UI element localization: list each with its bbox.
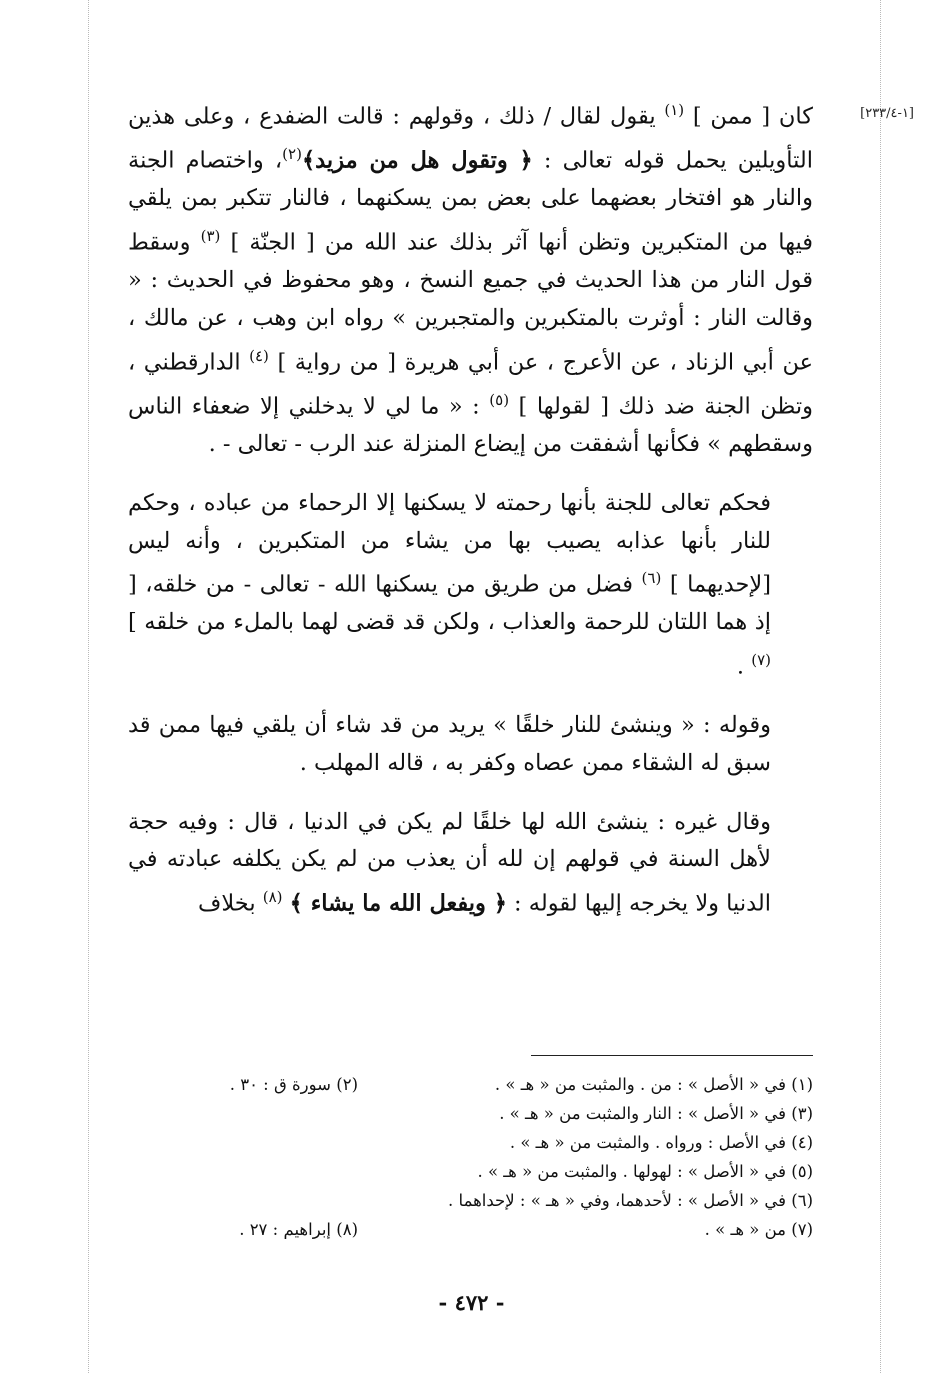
footnote: (٢) سورة ق : ٣٠ . xyxy=(229,1075,358,1094)
paragraph xyxy=(128,707,813,782)
footnote: (٨) إبراهيم : ٢٧ . xyxy=(239,1220,358,1239)
text-run: فحكم تعالى للجنة بأنها رحمته لا يسكنها إلا الرحماء من عباده ، وحكم للنار بأنها عذابه يصيب بها من يشاء من المتكبرين ، وأنه ليس [لإحديهما ] xyxy=(128,489,771,598)
fold-guide-left xyxy=(88,0,89,1373)
footnote-row xyxy=(128,1099,813,1128)
footnote: (١) في « الأصل » : من . والمثبت من « هـ » . xyxy=(494,1075,813,1094)
paragraph-gap xyxy=(128,783,813,804)
footnote-marker: (٥) xyxy=(489,390,510,409)
text-run: بخلاف xyxy=(198,890,263,917)
footnote-marker: (٢) xyxy=(282,145,302,164)
footnotes xyxy=(128,1070,813,1244)
footnote-marker: (٧) xyxy=(751,651,771,670)
footnote: (٤) في الأصل : ورواه . والمثبت من « هـ » . xyxy=(509,1133,813,1152)
text-run: وقال غيره : ينشئ الله لها خلقًا لم يكن في الدنيا ، قال : وفيه حجة لأهل السنة في قولهم إن لله أن يعذب من لم يكن يكلفه عبادته في الدنيا ولا يخرجه إليها لقوله : xyxy=(128,808,771,917)
text-run: يقول لقال / ذلك ، وقولهم : قالت الضفدع ، وعلى هذين التأويلين يحمل قوله تعالى : xyxy=(128,103,813,174)
footnote: (٦) في « الأصل » : لأحدهما، وفي « هـ » : لإحداهما . xyxy=(448,1191,813,1210)
paragraph-gap xyxy=(128,686,813,707)
margin-manuscript-reference: [١-٢٣٣/٤] xyxy=(860,106,914,121)
footnote-marker: (٤) xyxy=(249,346,269,365)
body-text xyxy=(128,92,813,923)
quran-quote: ﴿ وتقول هل من مزيد﴾ xyxy=(301,147,533,174)
footnote-separator xyxy=(531,1055,813,1056)
paragraph xyxy=(128,92,813,464)
quran-quote: ﴿ ويفعل الله ما يشاء ﴾ xyxy=(289,890,507,917)
text-run: ، واختصام الجنة والنار هو افتخار بعضهما على بعض بمن يسكنهما ، فالنار تتكبر بمن يلقي فيها من المتكبرين وتظن أنها آثر بذلك عند الله من [ الجنّة ] xyxy=(128,147,813,256)
paragraph xyxy=(128,485,813,687)
text-run: وقوله : « وينشئ للنار خلقًا » يريد من قد شاء أن يلقي فيها ممن قد سبق له الشقاء ممن عصاه وكفر به ، قاله المهلب . xyxy=(128,712,771,777)
fold-guide-right xyxy=(880,0,881,1373)
footnote-row xyxy=(128,1157,813,1186)
footnote: (٣) في « الأصل » : النار والمثبت من « هـ » . xyxy=(499,1104,813,1123)
text-run: وسقط قول النار من هذا الحديث في جميع النسخ ، وهو محفوظ في الحديث : « وقالت النار : أوثرت بالمتكبرين والمتجبرين » رواه ابن وهب ، عن مالك ، عن أبي الزناد ، عن الأعرج ، عن أبي هريرة [ من رواية ] xyxy=(128,229,813,376)
text-run: فضل من طريق من يسكنها الله - تعالى - من خلقه، [ إذ هما اللتان للرحمة والعذاب ، ولكن قد قضى لهما بالملء من خلقه ] xyxy=(128,571,771,636)
paragraph xyxy=(128,804,813,924)
footnote-marker: (١) xyxy=(664,101,685,119)
footnote: (٥) في « الأصل » : لهولها . والمثبت من « هـ » . xyxy=(477,1162,813,1181)
text-run: . xyxy=(736,653,752,680)
footnote-row xyxy=(128,1215,813,1244)
page-number: - ٤٧٢ - xyxy=(438,1290,505,1315)
main-text-block xyxy=(128,92,813,923)
footnote-row xyxy=(128,1128,813,1157)
footnote-marker: (٣) xyxy=(200,227,221,246)
text-run xyxy=(283,891,290,917)
footnote-marker: (٨) xyxy=(262,888,283,907)
paragraph-gap xyxy=(128,464,813,485)
text-run: : « ما لي لا يدخلني إلا ضعفاء الناس وسقطهم » فكأنها أشفقت من إيضاع المنزلة عند الرب - تعالى - . xyxy=(128,393,813,458)
text-run: كان [ ممن ] xyxy=(684,103,813,130)
footnote-row xyxy=(128,1186,813,1215)
footnote-marker: (٦) xyxy=(641,569,662,588)
footnote-row xyxy=(128,1070,813,1099)
footnote: (٧) من « هـ » . xyxy=(704,1220,813,1239)
text-run: الدارقطني ، وتظن الجنة ضد ذلك [ لقولها ] xyxy=(128,349,813,420)
